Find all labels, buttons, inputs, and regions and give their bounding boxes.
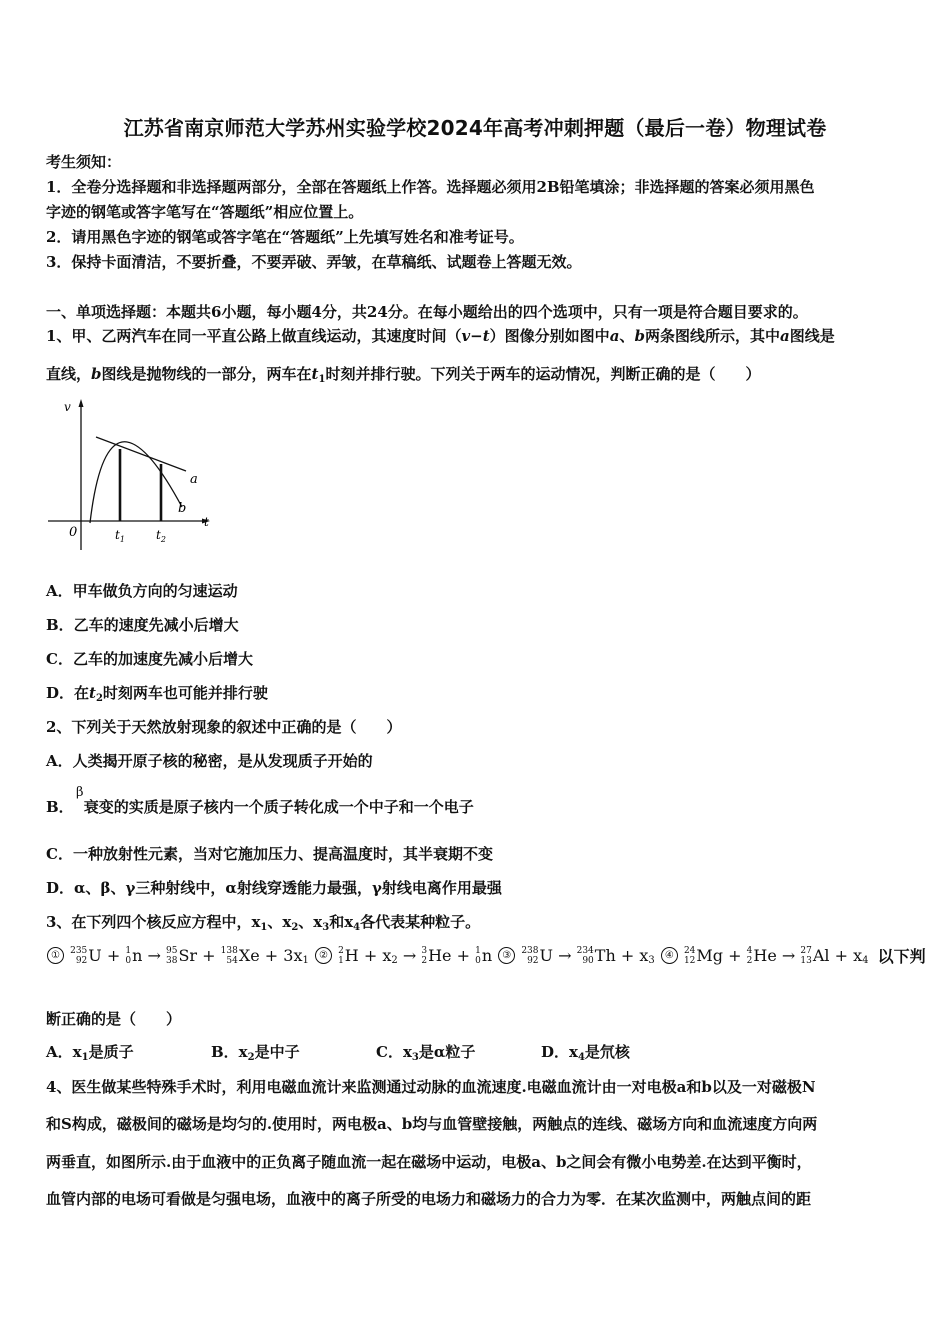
q3-option-a[interactable]: A．$x_1$是质子 xyxy=(46,1043,134,1063)
q2-stem: 2、下列关于天然放射现象的叙述中正确的是（ ） xyxy=(46,718,402,736)
q1-stem-line2: 直线，b图线是抛物线的一部分，两车在$t_1$时刻并排行驶。下列关于两车的运动情况，判断正确的是（ ） xyxy=(46,365,761,385)
u235-numbers: 235 92 xyxy=(70,945,88,966)
q3-option-d[interactable]: D．$x_4$是氘核 xyxy=(541,1043,630,1063)
q2-option-d[interactable]: D．α、β、γ三种射线中，α射线穿透能力最强，γ射线电离作用最强 xyxy=(46,879,502,897)
graph-t2-label: $t_2$ xyxy=(156,528,166,544)
q4-stem-line1: 4、医生做某些特殊手术时，利用电磁血流计来监测通过动脉的血流速度.电磁血流计由一对电极a和b以及一对磁极N xyxy=(46,1078,816,1096)
eq-4-marker: ④ xyxy=(661,947,678,964)
q4-stem-line2: 和S构成，磁极间的磁场是均匀的.使用时，两电极a、b均与血管壁接触，两触点的连线、磁场方向和血流速度方向两 xyxy=(46,1115,818,1133)
section-heading: 一、单项选择题：本题共6小题，每小题4分，共24分。在每小题给出的四个选项中，只有一项是符合题目要求的。 xyxy=(46,303,808,321)
eq-2-marker: ② xyxy=(315,947,332,964)
graph-t-label: t xyxy=(204,515,209,529)
q1-option-a[interactable]: A．甲车做负方向的匀速运动 xyxy=(46,582,238,600)
vt-graph xyxy=(44,395,214,560)
q1-option-c[interactable]: C．乙车的加速度先减小后增大 xyxy=(46,650,253,668)
q1-option-d[interactable]: D．在$t_2$时刻两车也可能并排行驶 xyxy=(46,684,268,704)
graph-a-label: a xyxy=(190,472,198,487)
page-title: 江苏省南京师范大学苏州实验学校2024年高考冲刺押题（最后一卷）物理试卷 xyxy=(123,116,827,140)
notice-item-2: 2．请用黑色字迹的钢笔或答字笔在“答题纸”上先填写姓名和准考证号。 xyxy=(46,228,524,246)
nuclear-equations: ① 235 92 U + 1 0 n → 95 38 Sr + 138 54 $Xe + 3x_1$ ② 2 1 $H + x_2$ → 3 2 He + 1 0 n ③ 238 92 U → 234 90 $Th + x_3$ ④ 24 12 Mg + 4 2 He → 27 13 $Al + x_4$ 以下判 xyxy=(46,944,926,976)
notice-heading: 考生须知： xyxy=(46,153,122,171)
graph-t1-label: $t_1$ xyxy=(115,528,125,544)
notice-item-3: 3．保持卡面清洁，不要折叠，不要弄破、弄皱，在草稿纸、试题卷上答题无效。 xyxy=(46,253,582,271)
notice-item-1-cont: 字迹的钢笔或答字笔写在“答题纸”相应位置上。 xyxy=(46,203,364,221)
eq-3-marker: ③ xyxy=(498,947,515,964)
graph-v-label: v xyxy=(64,400,71,414)
beta-symbol: β xyxy=(76,785,84,800)
q4-stem-line3: 两垂直，如图所示.由于血液中的正负离子随血流一起在磁场中运动，电极a、b之间会有微小电势差.在达到平衡时， xyxy=(46,1153,812,1171)
q3-stem: 3、在下列四个核反应方程中，$x_1$、$x_2$、$x_3$和$x_4$各代表某种粒子。 xyxy=(46,913,481,933)
q2-option-b[interactable]: B． 衰变的实质是原子核内一个质子转化成一个中子和一个电子 xyxy=(46,798,474,816)
graph-b-label: b xyxy=(178,501,187,516)
q3-stem-cont: 断正确的是（ ） xyxy=(46,1010,182,1028)
q2-option-c[interactable]: C．一种放射性元素，当对它施加压力、提高温度时，其半衰期不变 xyxy=(46,845,493,863)
notice-item-1: 1．全卷分选择题和非选择题两部分，全部在答题纸上作答。选择题必须用2B铅笔填涂；非选择题的答案必须用黑色 xyxy=(46,178,815,196)
eq-1-marker: ① xyxy=(47,947,64,964)
q1-stem-line1: 1、甲、乙两汽车在同一平直公路上做直线运动，其速度时间（v−t）图像分别如图中a、b两条图线所示，其中a图线是 xyxy=(46,327,835,345)
q3-option-c[interactable]: C．$x_3$是α粒子 xyxy=(376,1043,476,1063)
q2-option-a[interactable]: A．人类揭开原子核的秘密，是从发现质子开始的 xyxy=(46,752,373,770)
q1-option-b[interactable]: B．乙车的速度先减小后增大 xyxy=(46,616,239,634)
q3-option-b[interactable]: B．$x_2$是中子 xyxy=(211,1043,300,1063)
graph-origin-label: 0 xyxy=(69,525,78,540)
q4-stem-line4: 血管内部的电场可看做是匀强电场，血液中的离子所受的电场力和磁场力的合力为零．在某次监测中，两触点间的距 xyxy=(46,1190,812,1208)
